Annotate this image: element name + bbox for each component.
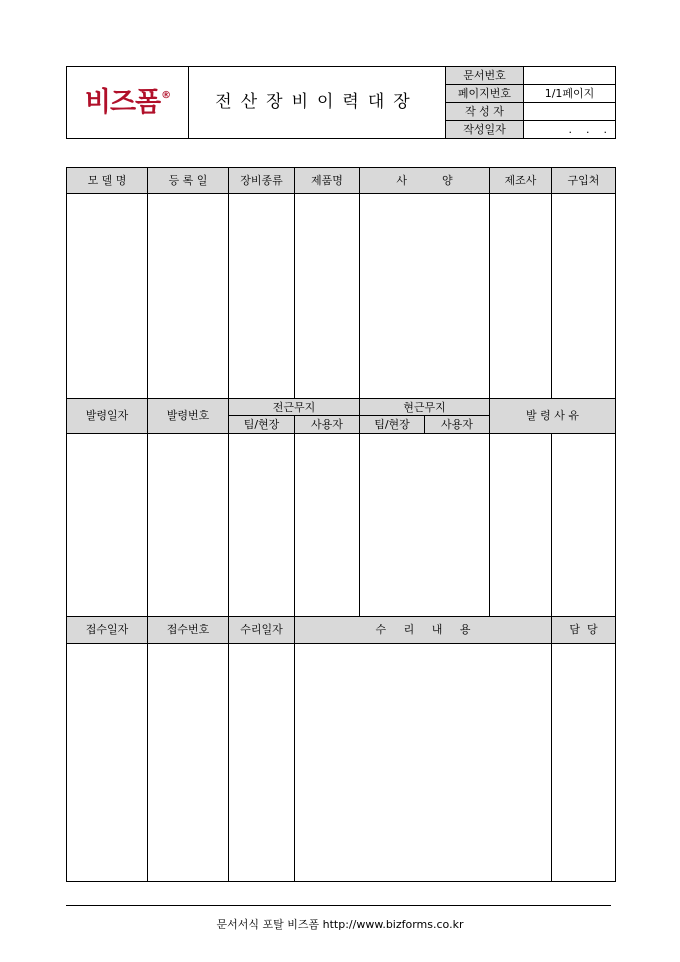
bizforms-logo bbox=[85, 89, 170, 116]
model-name-cell[interactable] bbox=[67, 194, 148, 399]
current-workplace-cell[interactable] bbox=[360, 433, 490, 617]
col-model-name: 모 델 명 bbox=[67, 168, 148, 194]
registration-date-cell[interactable] bbox=[148, 194, 229, 399]
specification-cell[interactable] bbox=[360, 194, 490, 399]
col-manager: 담 당 bbox=[552, 617, 616, 643]
col-specification: 사 양 bbox=[360, 168, 490, 194]
col-curr-user: 사용자 bbox=[425, 416, 490, 433]
col-registration-date: 등 록 일 bbox=[148, 168, 229, 194]
issue-date-cell[interactable] bbox=[67, 433, 148, 617]
col-previous-workplace: 전근무지 bbox=[229, 399, 360, 416]
col-prev-team-site: 팀/현장 bbox=[229, 416, 295, 433]
document-title: 전산장비이력대장 bbox=[189, 67, 446, 139]
product-name-cell[interactable] bbox=[295, 194, 360, 399]
footer-divider bbox=[66, 905, 611, 906]
repair-details-cell[interactable] bbox=[295, 643, 552, 881]
logo-text: 비즈폼 bbox=[84, 87, 161, 118]
prev-user-cell[interactable] bbox=[295, 433, 360, 617]
issue-reason-cell[interactable] bbox=[490, 433, 552, 617]
receipt-date-cell[interactable] bbox=[67, 643, 148, 881]
repair-date-cell[interactable] bbox=[229, 643, 295, 881]
col-prev-user: 사용자 bbox=[295, 416, 360, 433]
col-product-name: 제품명 bbox=[295, 168, 360, 194]
equipment-type-cell[interactable] bbox=[229, 194, 295, 399]
header-table bbox=[66, 66, 616, 139]
col-issue-number: 발령번호 bbox=[148, 399, 229, 433]
col-equipment-type: 장비종류 bbox=[229, 168, 295, 194]
prev-team-site-cell[interactable] bbox=[229, 433, 295, 617]
doc-number-value[interactable] bbox=[524, 67, 616, 85]
col-current-workplace: 현근무지 bbox=[360, 399, 490, 416]
vendor-cell[interactable] bbox=[552, 194, 616, 399]
issue-number-cell[interactable] bbox=[148, 433, 229, 617]
equipment-history-grid bbox=[66, 167, 616, 882]
logo-cell bbox=[67, 67, 189, 139]
doc-number-label: 문서번호 bbox=[446, 67, 524, 85]
created-date-value[interactable]: . . . bbox=[524, 121, 616, 139]
col-receipt-number: 접수번호 bbox=[148, 617, 229, 643]
author-label: 작 성 자 bbox=[446, 103, 524, 121]
col-repair-details: 수 리 내 용 bbox=[295, 617, 552, 643]
col-issue-date: 발령일자 bbox=[67, 399, 148, 433]
col-repair-date: 수리일자 bbox=[229, 617, 295, 643]
col-manufacturer: 제조사 bbox=[490, 168, 552, 194]
issue-reason-cell-2[interactable] bbox=[552, 433, 616, 617]
author-value[interactable] bbox=[524, 103, 616, 121]
manufacturer-cell[interactable] bbox=[490, 194, 552, 399]
receipt-number-cell[interactable] bbox=[148, 643, 229, 881]
created-date-label: 작성일자 bbox=[446, 121, 524, 139]
page-number-value: 1/1페이지 bbox=[524, 85, 616, 103]
footer-text: 문서서식 포탈 비즈폼 http://www.bizforms.co.kr bbox=[216, 918, 464, 931]
col-receipt-date: 접수일자 bbox=[67, 617, 148, 643]
manager-cell[interactable] bbox=[552, 643, 616, 881]
col-curr-team-site: 팀/현장 bbox=[360, 416, 425, 433]
registered-mark: ® bbox=[161, 90, 171, 101]
col-vendor: 구입처 bbox=[552, 168, 616, 194]
page-number-label: 페이지번호 bbox=[446, 85, 524, 103]
col-issue-reason: 발 령 사 유 bbox=[490, 399, 616, 433]
